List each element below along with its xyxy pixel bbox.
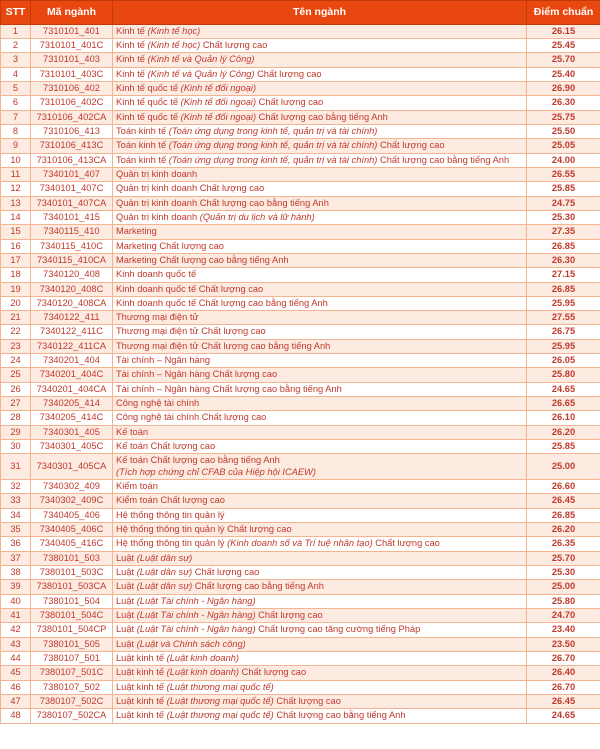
cell-diem-chuan: 26.85 [527,239,600,253]
cell-ma-nganh: 7340405_406C [31,523,113,537]
cell-ten-nganh: Marketing [113,225,527,239]
table-row [1,210,600,224]
column-header-diem-chuan: Điểm chuẩn [527,1,600,25]
cell-diem-chuan: 26.45 [527,695,600,709]
cell-ma-nganh: 7310106_402 [31,81,113,95]
cell-diem-chuan: 24.70 [527,609,600,623]
table-row [1,368,600,382]
table-row [1,666,600,680]
cell-diem-chuan: 26.20 [527,425,600,439]
cell-diem-chuan: 26.20 [527,523,600,537]
cell-ma-nganh: 7380101_503 [31,551,113,565]
cell-stt: 10 [1,153,31,167]
cell-ten-nganh: Kinh tế (Kinh tế và Quản lý Công) [113,53,527,67]
cell-stt: 6 [1,96,31,110]
cell-stt: 9 [1,139,31,153]
cell-ma-nganh: 7340115_410 [31,225,113,239]
cell-stt: 19 [1,282,31,296]
cell-ten-nganh: Công nghệ tài chính Chất lượng cao [113,411,527,425]
cell-diem-chuan: 25.40 [527,67,600,81]
cell-stt: 42 [1,623,31,637]
table-row [1,325,600,339]
cell-ten-nganh: Quản trị kinh doanh Chất lượng cao [113,182,527,196]
cell-stt: 44 [1,652,31,666]
cell-stt: 38 [1,566,31,580]
cell-stt: 22 [1,325,31,339]
table-row [1,225,600,239]
cell-ten-nganh: Luật kinh tế (Luật kinh doanh) [113,652,527,666]
cell-ma-nganh: 7340205_414 [31,397,113,411]
cell-diem-chuan: 26.85 [527,508,600,522]
cell-stt: 3 [1,53,31,67]
column-header-stt: STT [1,1,31,25]
cell-stt: 45 [1,666,31,680]
cell-ten-nganh: Tài chính – Ngân hàng Chất lượng cao bằng tiếng Anh [113,382,527,396]
cell-diem-chuan: 26.35 [527,537,600,551]
table-row [1,411,600,425]
cell-ten-nganh: Thương mại điện tử Chất lượng cao [113,325,527,339]
cell-ma-nganh: 7340201_404CA [31,382,113,396]
cell-ten-nganh: Hệ thống thông tin quản lý (Kinh doanh số và Trí tuệ nhân tạo) Chất lượng cao [113,537,527,551]
cell-ten-nganh: Hệ thống thông tin quản lý Chất lượng cao [113,523,527,537]
cell-ten-nganh: Thương mại điện tử Chất lượng cao bằng tiếng Anh [113,339,527,353]
cell-ten-nganh: Thương mại điện tử [113,311,527,325]
cell-ten-nganh: Luật (Luật Tài chính - Ngân hàng) Chất lượng cao tăng cường tiếng Pháp [113,623,527,637]
table-row [1,296,600,310]
table-row [1,480,600,494]
cell-ten-nganh: Kinh tế (Kinh tế và Quản lý Công) Chất lượng cao [113,67,527,81]
cell-stt: 29 [1,425,31,439]
table-row [1,494,600,508]
table-row [1,594,600,608]
cell-ma-nganh: 7340302_409C [31,494,113,508]
table-row [1,382,600,396]
cell-diem-chuan: 25.05 [527,139,600,153]
table-row [1,566,600,580]
table-row [1,680,600,694]
cell-ten-nganh: Luật kinh tế (Luật thương mại quốc tế) [113,680,527,694]
cell-diem-chuan: 25.80 [527,594,600,608]
cell-ma-nganh: 7380107_501C [31,666,113,680]
cell-diem-chuan: 24.65 [527,382,600,396]
cell-stt: 32 [1,480,31,494]
cell-ten-nganh: Luật (Luật Tài chính - Ngân hàng) [113,594,527,608]
cell-diem-chuan: 26.45 [527,494,600,508]
cell-ma-nganh: 7310106_413C [31,139,113,153]
cell-ma-nganh: 7380101_504CP [31,623,113,637]
cell-ma-nganh: 7340301_405C [31,440,113,454]
table-body [1,24,600,723]
table-header-row [1,1,600,25]
cell-stt: 34 [1,508,31,522]
table-row [1,523,600,537]
cell-ten-nganh: Tài chính – Ngân hàng [113,354,527,368]
cell-ma-nganh: 7340301_405 [31,425,113,439]
cell-diem-chuan: 25.85 [527,182,600,196]
cell-diem-chuan: 25.95 [527,296,600,310]
table-row [1,637,600,651]
table-row [1,709,600,723]
cell-ma-nganh: 7340115_410C [31,239,113,253]
cell-ma-nganh: 7310101_401 [31,24,113,38]
cell-stt: 17 [1,253,31,267]
table-row [1,623,600,637]
cell-ten-nganh: Kế toán Chất lượng cao [113,440,527,454]
cell-ma-nganh: 7380107_501 [31,652,113,666]
cell-ma-nganh: 7340120_408C [31,282,113,296]
cell-stt: 4 [1,67,31,81]
cell-ma-nganh: 7340302_409 [31,480,113,494]
cell-stt: 25 [1,368,31,382]
cell-stt: 18 [1,268,31,282]
table-row [1,695,600,709]
cell-ma-nganh: 7340101_407C [31,182,113,196]
cell-diem-chuan: 25.30 [527,566,600,580]
table-row [1,580,600,594]
cell-diem-chuan: 26.30 [527,253,600,267]
cell-stt: 20 [1,296,31,310]
cell-stt: 36 [1,537,31,551]
table-row [1,110,600,124]
cell-diem-chuan: 27.55 [527,311,600,325]
table-row [1,239,600,253]
cell-stt: 28 [1,411,31,425]
cell-diem-chuan: 24.00 [527,153,600,167]
table-row [1,339,600,353]
table-row [1,425,600,439]
cell-ten-nganh: Kinh doanh quốc tế [113,268,527,282]
cell-stt: 39 [1,580,31,594]
cell-diem-chuan: 26.10 [527,411,600,425]
cell-ma-nganh: 7310101_403C [31,67,113,81]
table-row [1,508,600,522]
cell-ten-nganh: Luật (Luật dân sự) Chất lượng cao [113,566,527,580]
cell-stt: 1 [1,24,31,38]
cell-stt: 8 [1,124,31,138]
cell-diem-chuan: 26.85 [527,282,600,296]
cell-ten-nganh: Tài chính – Ngân hàng Chất lượng cao [113,368,527,382]
cell-stt: 48 [1,709,31,723]
cell-ten-nganh: Toán kinh tế (Toán ứng dụng trong kinh tế, quản trị và tài chính) Chất lượng cao bằng tiếng Anh [113,153,527,167]
cell-diem-chuan: 25.30 [527,210,600,224]
cell-ten-nganh: Kinh doanh quốc tế Chất lượng cao bằng tiếng Anh [113,296,527,310]
cell-diem-chuan: 26.30 [527,96,600,110]
table-row [1,96,600,110]
cell-ten-nganh: Toán kinh tế (Toán ứng dụng trong kinh tế, quản trị và tài chính) Chất lượng cao [113,139,527,153]
cell-stt: 13 [1,196,31,210]
cell-diem-chuan: 25.75 [527,110,600,124]
cell-ten-nganh: Luật (Luật Tài chính - Ngân hàng) Chất lượng cao [113,609,527,623]
cell-ma-nganh: 7340120_408CA [31,296,113,310]
cell-diem-chuan: 24.75 [527,196,600,210]
cell-ma-nganh: 7340201_404C [31,368,113,382]
cell-ma-nganh: 7340122_411CA [31,339,113,353]
cell-ma-nganh: 7340120_408 [31,268,113,282]
cell-ten-nganh: Kinh tế (Kinh tế học) [113,24,527,38]
table-row [1,537,600,551]
cell-ma-nganh: 7340101_407 [31,167,113,181]
table-row [1,282,600,296]
cell-stt: 21 [1,311,31,325]
cell-ten-nganh: Quản trị kinh doanh Chất lượng cao bằng tiếng Anh [113,196,527,210]
cell-stt: 2 [1,38,31,52]
cell-ten-nganh: Kinh tế quốc tế (Kinh tế đối ngoại) Chất lượng cao bằng tiếng Anh [113,110,527,124]
cell-stt: 7 [1,110,31,124]
cell-ma-nganh: 7380101_504C [31,609,113,623]
table-row [1,53,600,67]
cell-ma-nganh: 7380101_503CA [31,580,113,594]
cell-ma-nganh: 7380101_505 [31,637,113,651]
cell-ten-nganh: Kinh tế quốc tế (Kinh tế đối ngoại) [113,81,527,95]
table-row [1,182,600,196]
cell-ma-nganh: 7310106_413CA [31,153,113,167]
cell-diem-chuan: 24.65 [527,709,600,723]
cell-ma-nganh: 7340201_404 [31,354,113,368]
cell-ten-nganh: Luật kinh tế (Luật thương mại quốc tế) Chất lượng cao bằng tiếng Anh [113,709,527,723]
table-row [1,397,600,411]
cell-diem-chuan: 27.15 [527,268,600,282]
cell-ma-nganh: 7340101_415 [31,210,113,224]
cell-diem-chuan: 26.70 [527,652,600,666]
cell-stt: 14 [1,210,31,224]
cell-stt: 40 [1,594,31,608]
cell-ten-nganh: Kế toán Chất lượng cao bằng tiếng Anh (Tích hợp chứng chỉ CFAB của Hiệp hội ICAEW) [113,454,527,480]
cell-ma-nganh: 7340405_406 [31,508,113,522]
cell-diem-chuan: 26.75 [527,325,600,339]
table-row [1,354,600,368]
table-row [1,253,600,267]
cell-diem-chuan: 26.55 [527,167,600,181]
cell-stt: 12 [1,182,31,196]
cell-diem-chuan: 26.60 [527,480,600,494]
cell-ma-nganh: 7380101_504 [31,594,113,608]
cell-diem-chuan: 25.95 [527,339,600,353]
cell-stt: 15 [1,225,31,239]
cell-ma-nganh: 7340205_414C [31,411,113,425]
table-row [1,551,600,565]
table-row [1,196,600,210]
cell-ma-nganh: 7340122_411C [31,325,113,339]
table-row [1,652,600,666]
cell-stt: 30 [1,440,31,454]
column-header-ma-nganh: Mã ngành [31,1,113,25]
cell-stt: 23 [1,339,31,353]
cell-ten-nganh: Marketing Chất lượng cao bằng tiếng Anh [113,253,527,267]
cell-diem-chuan: 25.80 [527,368,600,382]
cell-diem-chuan: 25.70 [527,551,600,565]
cell-ma-nganh: 7310106_402C [31,96,113,110]
cell-stt: 27 [1,397,31,411]
cell-diem-chuan: 26.90 [527,81,600,95]
cell-stt: 31 [1,454,31,480]
cell-ma-nganh: 7340405_416C [31,537,113,551]
cell-ten-nganh: Kinh doanh quốc tế Chất lượng cao [113,282,527,296]
table-header [1,1,600,25]
cell-stt: 24 [1,354,31,368]
cell-ten-nganh: Hệ thống thông tin quản lý [113,508,527,522]
cell-ma-nganh: 7340122_411 [31,311,113,325]
cell-ten-nganh: Luật kinh tế (Luật thương mại quốc tế) Chất lượng cao [113,695,527,709]
cell-stt: 46 [1,680,31,694]
cell-ma-nganh: 7340115_410CA [31,253,113,267]
table-row [1,81,600,95]
cell-ten-nganh: Luật (Luật dân sự) [113,551,527,565]
cell-ten-nganh: Toán kinh tế (Toán ứng dụng trong kinh tế, quản trị và tài chính) [113,124,527,138]
cell-ma-nganh: 7310106_413 [31,124,113,138]
cell-ten-nganh: Kinh tế quốc tế (Kinh tế đối ngoại) Chất lượng cao [113,96,527,110]
cell-stt: 43 [1,637,31,651]
cell-stt: 47 [1,695,31,709]
table-row [1,311,600,325]
cell-diem-chuan: 25.70 [527,53,600,67]
cell-stt: 41 [1,609,31,623]
cell-stt: 33 [1,494,31,508]
cell-ma-nganh: 7310101_401C [31,38,113,52]
cell-ma-nganh: 7340101_407CA [31,196,113,210]
table-row [1,440,600,454]
table-row [1,268,600,282]
cell-ma-nganh: 7340301_405CA [31,454,113,480]
cell-stt: 35 [1,523,31,537]
cell-diem-chuan: 27.35 [527,225,600,239]
cell-stt: 26 [1,382,31,396]
cell-diem-chuan: 26.40 [527,666,600,680]
cell-ten-nganh: Kiểm toán [113,480,527,494]
cell-ten-nganh: Marketing Chất lượng cao [113,239,527,253]
cell-diem-chuan: 26.05 [527,354,600,368]
cell-diem-chuan: 26.70 [527,680,600,694]
table-row [1,67,600,81]
cell-stt: 11 [1,167,31,181]
cell-ma-nganh: 7380107_502 [31,680,113,694]
cell-ten-nganh: Luật kinh tế (Luật kinh doanh) Chất lượng cao [113,666,527,680]
table-row [1,38,600,52]
column-header-ten-nganh: Tên ngành [113,1,527,25]
table-row [1,454,600,480]
cell-ma-nganh: 7310101_403 [31,53,113,67]
cell-diem-chuan: 25.00 [527,580,600,594]
cell-ma-nganh: 7380107_502CA [31,709,113,723]
cell-diem-chuan: 26.65 [527,397,600,411]
cell-ten-nganh: Công nghệ tài chính [113,397,527,411]
table-row [1,24,600,38]
table-row [1,609,600,623]
cell-ma-nganh: 7310106_402CA [31,110,113,124]
table-row [1,153,600,167]
cell-ma-nganh: 7380101_503C [31,566,113,580]
table-row [1,124,600,138]
cell-diem-chuan: 25.50 [527,124,600,138]
cell-diem-chuan: 25.00 [527,454,600,480]
cell-stt: 16 [1,239,31,253]
cell-diem-chuan: 25.45 [527,38,600,52]
cell-ten-nganh: Luật (Luật và Chính sách công) [113,637,527,651]
cell-ten-nganh: Quản trị kinh doanh [113,167,527,181]
cell-ten-nganh: Kế toán [113,425,527,439]
table-row [1,167,600,181]
cell-ma-nganh: 7380107_502C [31,695,113,709]
cell-diem-chuan: 26.15 [527,24,600,38]
cell-stt: 5 [1,81,31,95]
cell-diem-chuan: 23.50 [527,637,600,651]
cell-ten-nganh: Kinh tế (Kinh tế học) Chất lượng cao [113,38,527,52]
cell-diem-chuan: 25.85 [527,440,600,454]
table-row [1,139,600,153]
cell-ten-nganh: Quản trị kinh doanh (Quản trị du lịch và lữ hành) [113,210,527,224]
cell-stt: 37 [1,551,31,565]
cell-diem-chuan: 23.40 [527,623,600,637]
cell-ten-nganh: Kiểm toán Chất lượng cao [113,494,527,508]
cell-ten-nganh: Luật (Luật dân sự) Chất lượng cao bằng tiếng Anh [113,580,527,594]
